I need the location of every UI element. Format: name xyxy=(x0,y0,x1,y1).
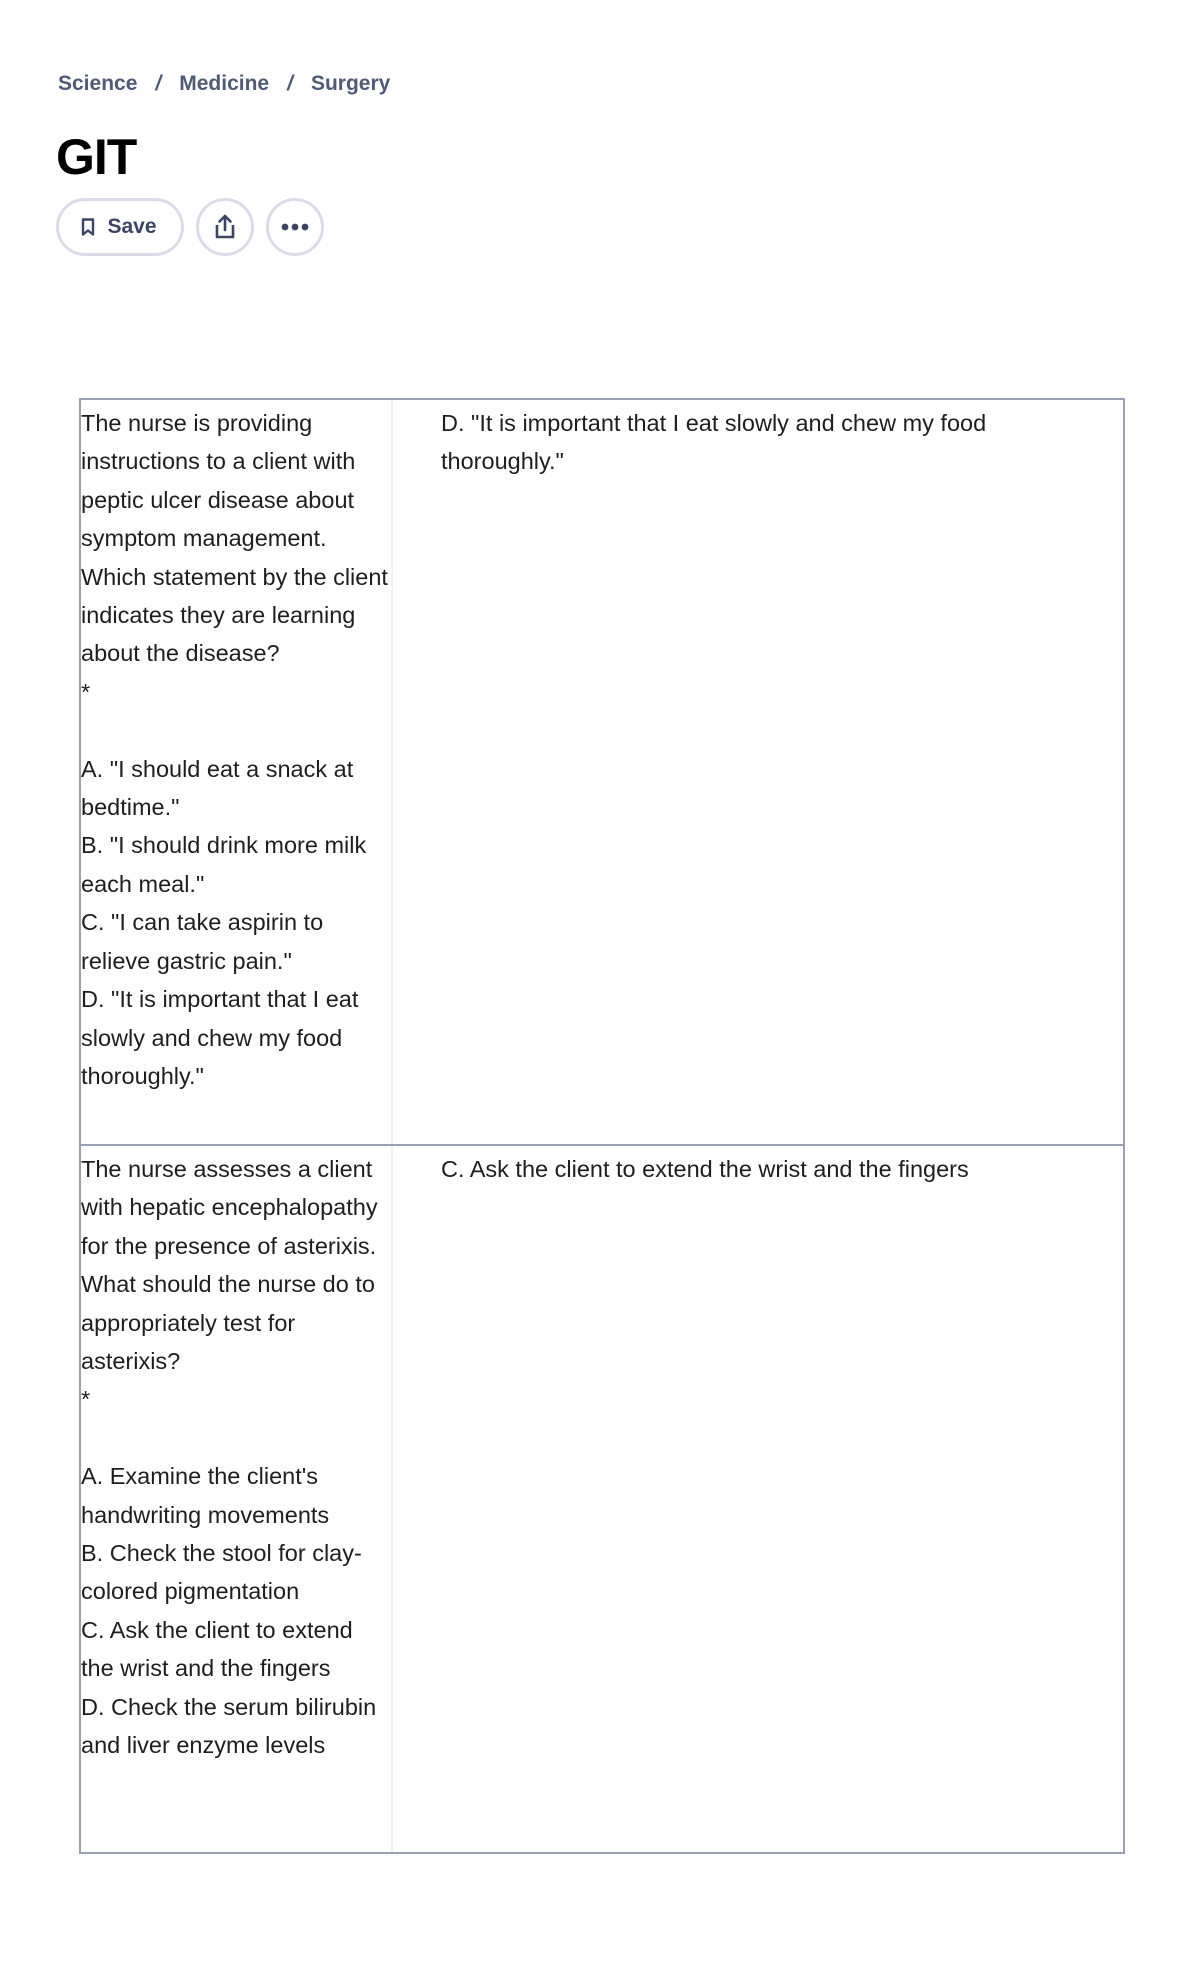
breadcrumb-medicine[interactable]: Medicine xyxy=(179,72,270,95)
card-term: The nurse assesses a client with hepatic encephalopathy for the presence of asterixis. What should the nurse do to appropriately test for asterixis? * A. Examine the client's handwriting movements B. Check the stool for clay-colored pigmentation C. Ask the client to extend the wrist and the fingers D. Check the serum bilirubin and liver enzyme levels xyxy=(81,1146,393,1852)
breadcrumb xyxy=(58,72,390,96)
breadcrumb-separator: / xyxy=(287,72,293,95)
save-button[interactable] xyxy=(56,198,184,256)
more-icon xyxy=(281,223,309,231)
card-definition: D. "It is important that I eat slowly and chew my food thoroughly." xyxy=(441,410,987,475)
card-definition: C. Ask the client to extend the wrist and the fingers xyxy=(441,1156,969,1182)
breadcrumb-separator: / xyxy=(155,72,162,95)
share-button[interactable] xyxy=(196,198,254,256)
breadcrumb-surgery[interactable]: Surgery xyxy=(310,72,391,95)
flashcard-table xyxy=(79,398,1125,1854)
table-row xyxy=(81,1146,1123,1852)
breadcrumb-science[interactable]: Science xyxy=(58,72,138,95)
save-label: Save xyxy=(107,215,157,238)
action-bar xyxy=(56,198,324,256)
more-options-button[interactable] xyxy=(266,198,324,256)
bookmark-icon xyxy=(81,218,95,236)
page-title: GIT xyxy=(56,129,137,185)
card-term: The nurse is providing instructions to a client with peptic ulcer disease about symptom management. Which statement by the client indicates they are learning about the disease? * A. "I should eat a snack at bedtime." B. "I should drink more milk each meal." C. "I can take aspirin to relieve gastric pain." D. "It is important that I eat slowly and chew my food thoroughly." xyxy=(81,400,393,1144)
table-row xyxy=(81,400,1123,1146)
share-icon xyxy=(213,214,237,240)
